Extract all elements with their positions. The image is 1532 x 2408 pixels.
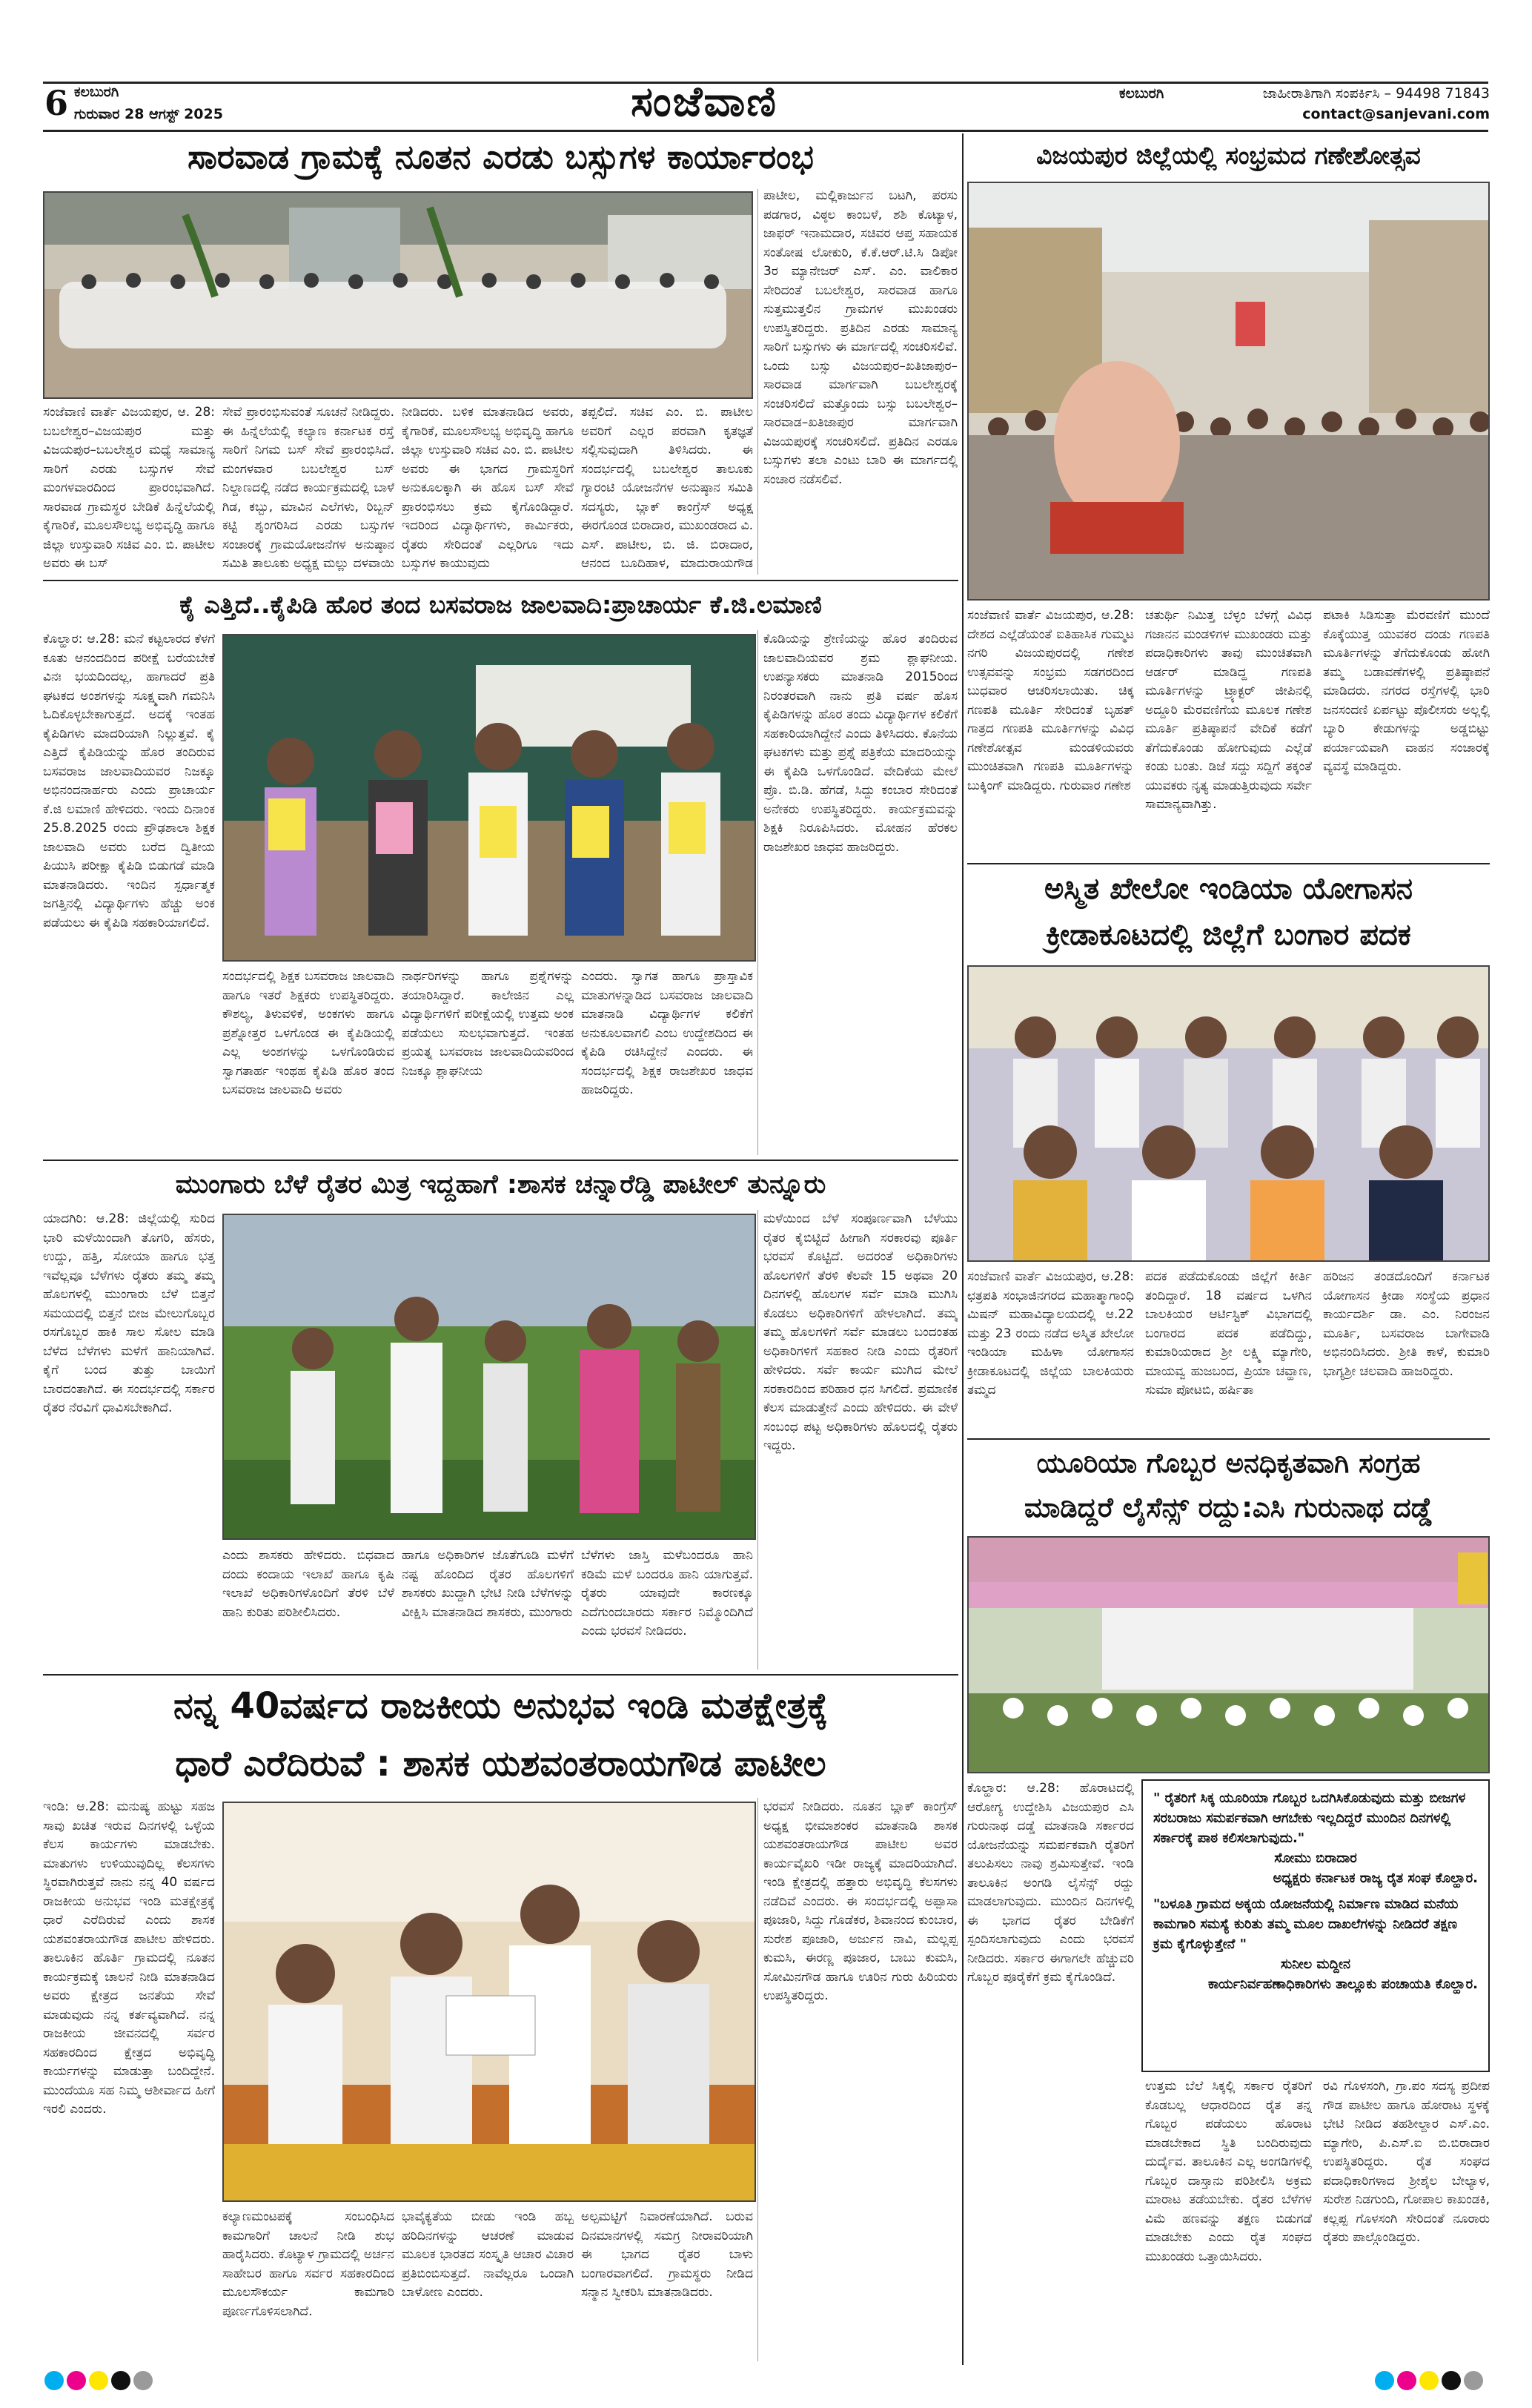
s7-photo [967,1536,1490,1773]
s7-quote-1-name: ಸೋಮು ಬಿರಾದಾರ [1274,1850,1357,1866]
s1-col-2: ಸೇವೆ ಪ್ರಾರಂಭಿಸುವಂತೆ ಸೂಚನೆ ನೀಡಿದ್ದರು. ಈ ಹಿನ್ನೆಲೆಯಲ್ಲಿ ಕಲ್ಯಾಣ ಕರ್ನಾಟಕ ರಸ್ತೆ ಸಾರಿಗೆ ನಿಗಮ ಬಸ್ ಸೇವೆ ಪ್ರಾರಂಭಿಸಿದೆ. ಮಂಗಳವಾರ ಬಬಲೇಶ್ವರ ಬಸ್ ನಿಲ್ದಾಣದಲ್ಲಿ ನಡೆದ ಕಾರ್ಯಕ್ರಮದಲ್ಲಿ ಬಾಳೆ ಗಿಡ, ಕಬ್ಬು, ಮಾವಿನ ಎಲೆಗಳು, ರಿಬ್ಬನ್ ಕಟ್ಟಿ ಶೃಂಗರಿಸಿದ ಎರಡು ಬಸ್ಸುಗಳ ಸಂಚಾರಕ್ಕೆ ಗ್ರಾಮಯೋಜನೆಗಳ ಅನುಷ್ಠಾನ ಸಮಿತಿ ತಾಲೂಕು ಅಧ್ಯಕ್ಷ ಮಲ್ಲು ದಳವಾಯಿ [222,405,394,571]
page-center-divider [962,133,964,2365]
s4-photo [222,1802,756,2202]
s7-headline-line-2: ಮಾಡಿದ್ದರೆ ಲೈಸೆನ್ಸ್ ರದ್ದು:ಎಸಿ ಗುರುನಾಥ ದಡ್ಡೆ [1024,1492,1433,1524]
s5-col-1: ಸಂಜೆವಾಣಿ ವಾರ್ತೆ ವಿಜಯಪುರ, ಆ.28: ದೇಶದ ಎಲ್ಲೆಡೆಯಂತೆ ಐತಿಹಾಸಿಕ ಗುಮ್ಮಟ ನಗರಿ ವಿಜಯಪುರದಲ್ಲಿ ಗಣೇಶ ಉತ್ಸವವನ್ನು ಸಂಭ್ರಮ ಸಡಗರದಿಂದ ಬುಧವಾರ ಆಚರಿಸಲಾಯಿತು. ಚಿಕ್ಕ ಗಣಪತಿ ಮೂರ್ತಿ ಸೇರಿದಂತೆ ಬೃಹತ್ ಗಾತ್ರದ ಗಣಪತಿ ಮೂರ್ತಿಗಳನ್ನು ವಿವಿಧ ಗಣೇಶೋತ್ಸವ ಮಂಡಳಿಯವರು ಮುಂಚಿತವಾಗಿ ಗಣಪತಿ ಮೂರ್ತಿಗಳನ್ನು ಬುಕ್ಕಿಂಗ್ ಮಾಡಿದ್ದರು. ಗುರುವಾರ ಗಣೇಶ [967,608,1134,793]
ad-contact: ಜಾಹೀರಾತಿಗಾಗಿ ಸಂಪರ್ಕಿಸಿ – 94498 71843 [1262,85,1490,102]
s2-col-mid-1: ಸಂದರ್ಭದಲ್ಲಿ ಶಿಕ್ಷಕ ಬಸವರಾಜ ಜಾಲವಾದಿ ಹಾಗೂ ಇತರೆ ಶಿಕ್ಷಕರು ಉಪಸ್ಥಿತರಿದ್ದರು. ಕೌಶಲ್ಯ, ತಿಳುವಳಿಕೆ, ಅಂಕಗಳು ಹಾಗೂ ಪ್ರಶ್ನೋತ್ತರ ಒಳಗೊಂಡ ಈ ಕೈಪಿಡಿಯಲ್ಲಿ ಎಲ್ಲ ಅಂಶಗಳನ್ನು ಒಳಗೊಂಡಿರುವ ಸ್ವಾಗತಾರ್ಹ ಇಂಥಹ ಕೈಪಿಡಿ ಹೊರ ತಂದ ಬಸವರಾಜ ಜಾಲವಾದಿ ಅವರು [222,969,394,1097]
s3-col-left: ಯಾದಗಿರಿ: ಆ.28: ಜಿಲ್ಲೆಯಲ್ಲಿ ಸುರಿದ ಭಾರಿ ಮಳೆಯಿಂದಾಗಿ ತೊಗರಿ, ಹೆಸರು, ಉದ್ದು, ಹತ್ತಿ, ಸೋಯಾ ಹಾಗೂ ಭತ್ತ ಇವೆಲ್ಲವೂ ಬೆಳೆಗಳು ರೈತರು ತಮ್ಮ ತಮ್ಮ ಹೊಲಗಳಲ್ಲಿ ಮುಂಗಾರು ಬೆಳೆ ಬಿತ್ತನೆ ಸಮಯದಲ್ಲಿ ಬಿತ್ತನೆ ಬೀಜ ಮೇಲುಗೊಬ್ಬರ ರಸಗೊಬ್ಬರ ಹಾಕಿ ಸಾಲ ಸೋಲ ಮಾಡಿ ಬೆಳೆದ ಬೆಳೆಗಳು ಮಳೆಗೆ ಹಾನಿಯಾಗಿವೆ. ಕೈಗೆ ಬಂದ ತುತ್ತು ಬಾಯಿಗೆ ಬಾರದಂತಾಗಿದೆ. ಈ ಸಂದರ್ಭದಲ್ಲಿ ಸರ್ಕಾರ ರೈತರ ನೆರವಿಗೆ ಧಾವಿಸಬೇಕಾಗಿದೆ. [43,1211,215,1415]
s3-photo [222,1214,756,1540]
s4-col-mid-2: ಭಾವೈಕ್ಯತೆಯ ಬೀಡು ಇಂಡಿ ಹಬ್ಬ ಹರಿದಿನಗಳನ್ನು ಆಚರಣೆ ಮಾಡುವ ಮೂಲಕ ಭಾರತದ ಸಂಸ್ಕೃತಿ ಆಚಾರ ವಿಚಾರ ಪ್ರತಿಬಿಂಬಿಸುತ್ತದೆ. ನಾವೆಲ್ಲರೂ ಒಂದಾಗಿ ಬಾಳೋಣ ಎಂದರು. [402,2209,574,2300]
s4-col-left: ಇಂಡಿ: ಆ.28: ಮನುಷ್ಯ ಹುಟ್ಟು ಸಹಜ ಸಾವು ಖಚಿತ ಇರುವ ದಿನಗಳಲ್ಲಿ ಒಳ್ಳೆಯ ಕೆಲಸ ಕಾರ್ಯಗಳು ಮಾಡಬೇಕು. ಮಾತುಗಳು ಉಳಿಯುವುದಿಲ್ಲ ಕೆಲಸಗಳು ಸ್ಥಿರವಾಗಿರುತ್ತವೆ ನಾನು ನನ್ನ 40 ವರ್ಷದ ರಾಜಕೀಯ ಅನುಭವ ಇಂಡಿ ಮತಕ್ಷೇತ್ರಕ್ಕೆ ಧಾರೆ ಎರೆದಿರುವೆ ಎಂದು ಶಾಸಕ ಯಶವಂತರಾಯಗೌಡ ಪಾಟೀಲ ಹೇಳಿದರು. ತಾಲೂಕಿನ ಹೊರ್ತಿ ಗ್ರಾಮದಲ್ಲಿ ನೂತನ ಕಾರ್ಯಕ್ರಮಕ್ಕೆ ಚಾಲನೆ ನೀಡಿ ಮಾತನಾಡಿದ ಅವರು ಕ್ಷೇತ್ರದ ಜನತೆಯ ಸೇವೆ ಮಾಡುವುದು ನನ್ನ ಕರ್ತವ್ಯವಾಗಿದೆ. ನನ್ನ ರಾಜಕೀಯ ಜೀವನದಲ್ಲಿ ಸರ್ವರ ಸಹಕಾರದಿಂದ ಕ್ಷೇತ್ರದ ಅಭಿವೃದ್ಧಿ ಕಾರ್ಯಗಳನ್ನು ಮಾಡುತ್ತಾ ಬಂದಿದ್ದೇನೆ. ಮುಂದೆಯೂ ಸಹ ನಿಮ್ಮ ಆಶೀರ್ವಾದ ಹೀಗೆ ಇರಲಿ ಎಂದರು. [43,1799,215,2117]
s6-col-2: ಪದಕ ಪಡೆದುಕೊಂಡು ಜಿಲ್ಲೆಗೆ ಕೀರ್ತಿ ತಂದಿದ್ದಾರೆ. 18 ವರ್ಷದ ಒಳಗಿನ ಬಾಲಕಿಯರ ಆರ್ಟಿಸ್ಟಿಕ್ ವಿಭಾಗದಲ್ಲಿ ಬಂಗಾರದ ಪದಕ ಪಡೆದಿದ್ದು, ಕುಮಾರಿಯರಾದ ಶ್ರೀ ಲಕ್ಷ್ಮಿ ಮ್ಯಾಗೇರಿ, ಮಾಯವ್ವ ಹುಜಬಂದ, ಪ್ರಿಯಾ ಚವ್ಹಾಣ, ಸುಮಾ ಪೋಟಬಿ, ಹರ್ಷಿತಾ [1145,1269,1312,1398]
s4-headline-line-1: ನನ್ನ 40ವರ್ಷದ ರಾಜಕೀಯ ಅನುಭವ ಇಂಡಿ ಮತಕ್ಷೇತ್ರಕ್ಕೆ [173,1685,829,1727]
s2-col-left: ಕೊಲ್ಹಾರ: ಆ.28: ಮನೆ ಕಟ್ಟಲಾರದ ಕೆಳಗೆ ಕೂತು ಆನಂದದಿಂದ ಪರೀಕ್ಷೆ ಬರೆಯಬೇಕೆ ವಿನಃ ಭಯದಿಂದಲ್ಲ, ಹಾಗಾದರೆ ಪ್ರತಿ ಘಟಕದ ಅಂಶಗಳನ್ನು ಸೂಕ್ಷ್ಮವಾಗಿ ಗಮನಿಸಿ ಓದಿಕೊಳ್ಳಬೇಕಾಗುತ್ತದೆ. ಅದಕ್ಕೆ ಇಂತಹ ಕೈಪಿಡಿಗಳು ಮಾದರಿಯಾಗಿ ನಿಲ್ಲುತ್ತವೆ. ಕೈ ಎತ್ತಿದೆ ಕೈಪಿಡಿಯನ್ನು ಹೊರ ತಂದಿರುವ ಬಸವರಾಜ ಜಾಲವಾದಿಯವರ ನಿಜಕ್ಕೂ ಅಭಿನಂದನಾರ್ಹರು ಎಂದು ಪ್ರಾಚಾರ್ಯ ಕೆ.ಜಿ ಲಮಾಣಿ ಹೇಳಿದರು. ಇಂದು ದಿನಾಂಕ 25.8.2025 ರಂದು ಪ್ರೌಢಶಾಲಾ ಶಿಕ್ಷಕ ಜಾಲವಾದಿ ಅವರು ಬರೆದ ದ್ವಿತೀಯ ಪಿಯುಸಿ ಪರೀಕ್ಷಾ ಕೈಪಿಡಿ ಬಿಡುಗಡೆ ಮಾಡಿ ಮಾತನಾಡಿದರು. ಇಂದಿನ ಸ್ಪರ್ಧಾತ್ಮಕ ಜಗತ್ತಿನಲ್ಲಿ ವಿದ್ಯಾರ್ಥಿಗಳು ಹೆಚ್ಚು ಅಂಕ ಪಡೆಯಲು ಈ ಕೈಪಿಡಿ ಸಹಕಾರಿಯಾಗಲಿದೆ. [43,632,215,930]
s1-col-divider [757,189,758,575]
registration-marks-right [1375,2371,1486,2393]
s4-col-right: ಭರವಸೆ ನೀಡಿದರು. ನೂತನ ಬ್ಲಾಕ್ ಕಾಂಗ್ರೆಸ್ ಅಧ್ಯಕ್ಷ ಭೀಮಾಶಂಕರ ಮಾತನಾಡಿ ಶಾಸಕ ಯಶವಂತರಾಯಗೌಡ ಪಾಟೀಲ ಅವರ ಕಾರ್ಯವೈಖರಿ ಇಡೀ ರಾಜ್ಯಕ್ಕೆ ಮಾದರಿಯಾಗಿದೆ. ಇಂಡಿ ಕ್ಷೇತ್ರದಲ್ಲಿ ಹತ್ತಾರು ಅಭಿವೃದ್ಧಿ ಕೆಲಸಗಳು ನಡೆದಿವೆ ಎಂದರು. ಈ ಸಂದರ್ಭದಲ್ಲಿ ಅಪ್ಪಾಸಾ ಪೂಜಾರಿ, ಸಿದ್ದು ಗೊಡೆಕರ, ಶಿವಾನಂದ ಕುಂಬಾರ, ಸುರೇಶ ಪೂಜಾರಿ, ಅರ್ಜುನ ನಾವಿ, ಮಲ್ಲಪ್ಪ ಕುಮಸಿ, ಈರಣ್ಣ ಪೂಜಾರ, ಬಾಬು ಕುಮಸಿ, ಸೋಮಿನಗೌಡ ಹಾಗೂ ಊರಿನ ಗುರು ಹಿರಿಯರು ಉಪಸ್ಥಿತರಿದ್ದರು. [763,1799,958,2003]
page-number: 6 [44,83,69,123]
s1-photo-bus-inauguration [44,193,753,399]
s3-col-right: ಮಳೆಯಿಂದ ಬೆಳೆ ಸಂಪೂರ್ಣವಾಗಿ ಬೆಳೆಯು ರೈತರ ಕೈಬಿಟ್ಟಿದೆ ಹೀಗಾಗಿ ಸರಕಾರವು ಪೂರ್ತಿ ಭರವಸೆ ಕೊಟ್ಟಿದೆ. ಅದರಂತೆ ಅಧಿಕಾರಿಗಳು ಹೊಲಗಳಿಗೆ ತೆರಳಿ ಕೆಲವೇ 15 ಅಥವಾ 20 ದಿನಗಳಲ್ಲಿ ಹೊಲಗಳ ಸರ್ವೆ ಮಾಡಿ ಮುಗಿಸಿ ಕೊಡಲು ಅಧಿಕಾರಿಗಳಿಗೆ ಹೇಳಲಾಗಿದೆ. ತಮ್ಮ ತಮ್ಮ ಹೊಲಗಳಿಗೆ ಸರ್ವೆ ಮಾಡಲು ಬಂದಂತಹ ಅಧಿಕಾರಿಗಳಿಗೆ ಸಹಕಾರ ನೀಡಿ ಎಂದು ರೈತರಿಗೆ ಹೇಳಿದರು. ಸರ್ವೆ ಕಾರ್ಯ ಮುಗಿದ ಮೇಲೆ ಸರಕಾರದಿಂದ ಪರಿಹಾರ ಧನ ಸಿಗಲಿದೆ. ಪ್ರಮಾಣಿಕ ಕೆಲಸ ಮಾಡುತ್ತೇನೆ ಎಂದು ಹೇಳಿದರು. ಈ ವೇಳೆ ಸಂಬಂಧ ಪಟ್ಟ ಅಧಿಕಾರಿಗಳು ಹೊಲದಲ್ಲಿ ರೈತರು ಇದ್ದರು. [763,1211,958,1453]
s6-col-1: ಸಂಜೆವಾಣಿ ವಾರ್ತೆ ವಿಜಯಪುರ, ಆ.28: ಛತ್ರಪತಿ ಸಂಭಾಜಿನಗರದ ಮಹಾತ್ಮಾಗಾಂಧಿ ಮಿಷನ್ ಮಹಾವಿದ್ಯಾಲಯದಲ್ಲಿ ಆ.22 ಮತ್ತು 23 ರಂದು ನಡೆದ ಅಸ್ಮಿತ ಖೇಲೋ ಇಂಡಿಯಾ ಮಹಿಳಾ ಯೋಗಾಸನ ಕ್ರೀಡಾಕೂಟದಲ್ಲಿ ಜಿಲ್ಲೆಯ ಬಾಲಕಿಯರು ತಮ್ಮದ [967,1269,1134,1398]
s7-quote-1-text: " ರೈತರಿಗೆ ಸಿಕ್ಕ ಯೂರಿಯಾ ಗೊಬ್ಬರ ಒದಗಿಸಿಕೊಡುವುದು ಮತ್ತು ಬೀಜಗಳ ಸರಬರಾಜು ಸಮರ್ಪಕವಾಗಿ ಆಗಬೇಕು ಇಲ್ಲದಿದ್ದರೆ ಮುಂದಿನ ದಿನಗಳಲ್ಲಿ ಸರ್ಕಾರಕ್ಕೆ ಪಾಠ ಕಲಿಸಲಾಗುವುದು." [1153,1790,1466,1846]
s1-photo [43,191,753,399]
s6-col-3: ಹರಿಜನ ತಂಡದೊಂದಿಗೆ ಕರ್ನಾಟಕ ಯೋಗಾಸನ ಕ್ರೀಡಾ ಸಂಸ್ಥೆಯ ಪ್ರಧಾನ ಕಾರ್ಯದರ್ಶಿ ಡಾ. ಎಂ. ನಿರಂಜನ ಮೂರ್ತಿ, ಬಸವರಾಜ ಬಾಗೇವಾಡಿ ಅಭಿನಂದಿಸಿದರು. ಶ್ರೀತಿ ಕಾಳೆ, ಕುಮಾರಿ ಭಾಗ್ಯಶ್ರೀ ಚಲವಾದಿ ಹಾಜರಿದ್ದರು. [1323,1269,1490,1379]
s5-col-3: ಪಟಾಕಿ ಸಿಡಿಸುತ್ತಾ ಮೆರವಣಿಗೆ ಮುಂದೆ ಕೊಕ್ಕೆಯುತ್ತ ಯುವಕರ ದಂಡು ಗಣಪತಿ ಮೂರ್ತಿಗಳನ್ನು ತೆಗೆದುಕೊಂಡು ಹೋಗಿ ತಮ್ಮ ಬಡಾವಣೆಗಳಲ್ಲಿ ಪ್ರತಿಷ್ಠಾಪನೆ ಮಾಡಿದರು. ನಗರದ ರಸ್ತೆಗಳಲ್ಲಿ ಭಾರಿ ಜನಸಂದಣಿ ಏರ್ಪಟ್ಟು ಪೊಲೀಸರು ಅಲ್ಲಲ್ಲಿ ಬ್ಯಾರಿ ಕೇಡುಗಳನ್ನು ಅಡ್ಡಬಿಟ್ಟು ಪರ್ಯಾಯವಾಗಿ ವಾಹನ ಸಂಚಾರಕ್ಕೆ ವ್ಯವಸ್ಥೆ ಮಾಡಿದ್ದರು. [1323,608,1490,774]
s7-quote-2-title: ಕಾರ್ಯನಿರ್ವಹಣಾಧಿಕಾರಿಗಳು ತಾಲ್ಲೂಕು ಪಂಚಾಯತಿ ಕೊಲ್ಹಾರ. [1207,1977,1478,1992]
s7-photo-farmers-protest [969,1538,1490,1773]
s7-col-left: ಕೊಲ್ಹಾರ: ಆ.28: ಹೊರಾಟದಲ್ಲಿ ಆರೋಗ್ಯ ಉದ್ದೇಶಿಸಿ ವಿಜಯಪುರ ಎಸಿ ಗುರುನಾಥ ದಡ್ಡೆ ಮಾತನಾಡಿ ಸರ್ಕಾರದ ಯೋಜನೆಯನ್ನು ಸಮರ್ಪಕವಾಗಿ ರೈತರಿಗೆ ತಲುಪಿಸಲು ನಾವು ಶ್ರಮಿಸುತ್ತೇವೆ. ಇಂಡಿ ತಾಲೂಕಿನ ಅಂಗಡಿ ಲೈಸೆನ್ಸ್ ರದ್ದು ಮಾಡಲಾಗುವುದು. ಮುಂದಿನ ದಿನಗಳಲ್ಲಿ ಈ ಭಾಗದ ರೈತರ ಬೇಡಿಕೆಗೆ ಸ್ಪಂದಿಸಲಾಗುವುದು ಎಂದು ಭರವಸೆ ನೀಡಿದರು. ಸರ್ಕಾರ ಈಗಾಗಲೇ ಹೆಚ್ಚುವರಿ ಗೊಬ್ಬರ ಪೂರೈಕೆಗೆ ಕ್ರಮ ಕೈಗೊಂಡಿದೆ. [967,1781,1134,1985]
s4-col-mid-3: ಅಲ್ಪಮಟ್ಟಿಗೆ ನಿವಾರಣೆಯಾಗಿದೆ. ಬರುವ ದಿನಮಾನಗಳಲ್ಲಿ ಸಮಗ್ರ ನೀರಾವರಿಯಾಗಿ ಈ ಭಾಗದ ರೈತರ ಬಾಳು ಬಂಗಾರವಾಗಲಿದೆ. ಗ್ರಾಮಸ್ಥರು ನೀಡಿದ ಸನ್ಮಾನ ಸ್ವೀಕರಿಸಿ ಮಾತನಾಡಿದರು. [581,2209,753,2300]
registration-marks-left [44,2371,156,2393]
s1-bottom-rule [43,580,958,581]
header-city-left: ಕಲಬುರಗಿ [74,84,119,100]
email-link[interactable]: contact@sanjevani.com [1302,106,1490,122]
s7-quote-2-text: "ಬಳೂತಿ ಗ್ರಾಮದ ಅಕ್ಕಯ ಯೋಜನೆಯಲ್ಲಿ ನಿರ್ಮಾಣ ಮಾಡಿದ ಮನೆಯ ಕಾಮಗಾರಿ ಸಮಸ್ಯೆ ಕುರಿತು ತಮ್ಮ ಮೂಲ ದಾಖಲೆಗಳನ್ನು ನೀಡಿದರೆ ತಕ್ಷಣ ಕ್ರಮ ಕೈಗೊಳ್ಳುತ್ತೇನೆ " [1153,1896,1459,1952]
s4-col-divider [757,1798,758,2361]
s1-col-5: ಪಾಟೀಲ, ಮಲ್ಲಿಕಾರ್ಜುನ ಬಟಗಿ, ಪರಸು ಪಡಗಾರ, ವಿಠ್ಠಲ ಕಾಂಬಳೆ, ಶಶಿ ಕೊಟ್ಯಾಳ, ಜಾಫರ್ ಇನಾಮದಾರ, ಸಚಿವರ ಆಪ್ತ ಸಹಾಯಕ ಸಂತೋಷ ಲೋಕುರಿ, ಕೆ.ಕೆ.ಆರ್.ಟಿ.ಸಿ ಡಿಪೋ 3ರ ಮ್ಯಾನೇಜರ್ ಎಸ್. ಎಂ. ವಾಲಿಕಾರ ಸೇರಿದಂತೆ ಬಬಲೇಶ್ವರ, ಸಾರವಾಡ ಹಾಗೂ ಸುತ್ತಮುತ್ತಲಿನ ಗ್ರಾಮಗಳ ಮುಖಂಡರು ಉಪಸ್ಥಿತರಿದ್ದರು. ಪ್ರತಿದಿನ ಎರಡು ಸಾಮಾನ್ಯ ಸಾರಿಗೆ ಬಸ್ಸುಗಳು ಈ ಮಾರ್ಗದಲ್ಲಿ ಸಂಚರಿಸಲಿವೆ. ಒಂದು ಬಸ್ಸು ವಿಜಯಪುರ–ಖತಿಜಾಪುರ–ಸಾರವಾಡ ಮಾರ್ಗವಾಗಿ ಬಬಲೇಶ್ವರಕ್ಕೆ ಸಂಚರಿಸಲಿದೆ ಮತ್ತೊಂದು ಬಸ್ಸು ಬಬಲೇಶ್ವರ–ಸಾರವಾಡ–ಖತಿಜಾಪುರ ಮಾರ್ಗವಾಗಿ ವಿಜಯಪುರಕ್ಕೆ ಸಂಚರಿಸಲಿದೆ. ಪ್ರತಿದಿನ ಎರಡೂ ಬಸ್ಸುಗಳು ತಲಾ ಎಂಟು ಬಾರಿ ಈ ಮಾರ್ಗದಲ್ಲಿ ಸಂಚಾರ ನಡೆಸಲಿವೆ. [763,188,958,487]
s7-quote-box [1141,1779,1490,2072]
s7-quote-1-title: ಅಧ್ಯಕ್ಷರು ಕರ್ನಾಟಕ ರಾಜ್ಯ ರೈತ ಸಂಘ ಕೊಲ್ಹಾರ. [1273,1870,1478,1886]
s2-col-divider [757,630,758,1155]
s3-col-mid-3: ಬೆಳೆಗಳು ಜಾಸ್ತಿ ಮಳೆಬಂದರೂ ಹಾನಿ ಕಡಿಮೆ ಮಳೆ ಬಂದರೂ ಹಾನಿ ಯಾಗುತ್ತವೆ. ರೈತರು ಯಾವುದೇ ಕಾರಣಕ್ಕೂ ಎದೆಗುಂದಬಾರದು ಸರ್ಕಾರ ನಿಮ್ಮೊಂದಿಗಿದೆ ಎಂದು ಭರವಸೆ ನೀಡಿದರು. [581,1548,753,1638]
s2-col-right: ಕೊಡಿಯನ್ನು ಶ್ರೇಣಿಯನ್ನು ಹೊರ ತಂದಿರುವ ಜಾಲವಾದಿಯವರ ಶ್ರಮ ಶ್ಲಾಘನೀಯ. ಉಪನ್ಯಾಸಕರು ಮಾತನಾಡಿ 2015ರಿಂದ ನಿರಂತರವಾಗಿ ನಾನು ಪ್ರತಿ ವರ್ಷ ಹೊಸ ಕೈಪಿಡಿಗಳನ್ನು ಹೊರ ತಂದು ವಿದ್ಯಾರ್ಥಿಗಳ ಕಲಿಕೆಗೆ ಸಹಕಾರಿಯಾಗಿದ್ದೇನೆ ಎಂದು ತಿಳಿಸಿದರು. ಕೊನೆಯ ಘಟಕಗಳು ಮತ್ತು ಪ್ರಶ್ನೆ ಪತ್ರಿಕೆಯ ಮಾದರಿಯನ್ನು ಈ ಕೈಪಿಡಿ ಒಳಗೊಂಡಿದೆ. ವೇದಿಕೆಯ ಮೇಲೆ ಪ್ರೊ. ಬಿ.ಡಿ. ಹೆಗಡೆ, ಸಿದ್ದು ಕಂಬಾರ ಸೇರಿದಂತೆ ಅನೇಕರು ಉಪಸ್ಥಿತರಿದ್ದರು. ಕಾರ್ಯಕ್ರಮವನ್ನು ಶಿಕ್ಷಕಿ ನಿರೂಪಿಸಿದರು. ಮೋಹನ ಹೆರಕಲ ರಾಜಶೇಖರ ಜಾಧವ ಹಾಜರಿದ್ದರು. [763,632,958,855]
s3-col-mid-2: ಹಾಗೂ ಅಧಿಕಾರಿಗಳ ಜೊತೆಗೂಡಿ ಮಳೆಗೆ ನಷ್ಟ ಹೊಂದಿದ ರೈತರ ಹೊಲಗಳಿಗೆ ಶಾಸಕರು ಖುದ್ದಾಗಿ ಭೇಟಿ ನೀಡಿ ಬೆಳೆಗಳನ್ನು ವೀಕ್ಷಿಸಿ ಮಾತನಾಡಿದ ಶಾಸಕರು, ಮುಂಗಾರು [402,1548,574,1620]
header-city-right: ಕಲಬುರಗಿ [1119,85,1164,102]
s3-col-mid-1: ಎಂದು ಶಾಸಕರು ಹೇಳಿದರು. ಬಿಧವಾದ ದಂದು ಕಂದಾಯ ಇಲಾಖೆ ಹಾಗೂ ಕೃಷಿ ಇಲಾಖೆ ಅಧಿಕಾರಿಗಳೊಂದಿಗೆ ತೆರಳಿ ಬೆಳೆ ಹಾನಿ ಕುರಿತು ಪರಿಶೀಲಿಸಿದರು. [222,1548,394,1620]
s2-col-mid-2: ನಾರ್ಥರಿಗಳನ್ನು ಹಾಗೂ ಪ್ರಶ್ನೆಗಳನ್ನು ತಯಾರಿಸಿದ್ದಾರೆ. ಕಾಲೇಜಿನ ಎಲ್ಲ ವಿದ್ಯಾರ್ಥಿಗಳಿಗೆ ಪರೀಕ್ಷೆಯಲ್ಲಿ ಉತ್ತಮ ಅಂಕ ಪಡೆಯಲು ಸುಲಭವಾಗುತ್ತದೆ. ಇಂತಹ ಪ್ರಯತ್ನ ಬಸವರಾಜ ಜಾಲವಾದಿಯವರಿಂದ ನಿಜಕ್ಕೂ ಶ್ಲಾಘನೀಯ [402,969,574,1079]
s3-photo-crop-inspection [224,1215,756,1540]
masthead-logo: ಸಂಜೆವಾಣಿ [631,77,777,126]
s7-col-bottom-2: ರವಿ ಗೊಳಸಂಗಿ, ಗ್ರಾ.ಪಂ ಸದಸ್ಯ ಪ್ರದೀಪ ಗೌಡ ಪಾಟೀಲ ಹಾಗೂ ಹೋರಾಟ ಸ್ಥಳಕ್ಕೆ ಭೇಟಿ ನೀಡಿದ ತಹಶೀಲ್ದಾರ ಎಸ್.ಎಂ. ಮ್ಯಾಗೇರಿ, ಪಿ.ಎಸ್.ಐ ಬಿ.ಬಿರಾದಾರ ಉಪಸ್ಥಿತರಿದ್ದರು. ರೈತ ಸಂಘದ ಪದಾಧಿಕಾರಿಗಳಾದ ಶ್ರೀಶೈಲ ಬೇಲ್ಯಾಳ, ಸುರೇಶ ನಿಡಗುಂದಿ, ಗೋಪಾಲ ಕಾಖಂಡಕಿ, ಕಲ್ಲಪ್ಪ ಗೊಳಸಂಗಿ ಸೇರಿದಂತೆ ನೂರಾರು ರೈತರು ಪಾಲ್ಗೊಂಡಿದ್ದರು. [1323,2079,1490,2245]
s4-col-mid-1: ಕಲ್ಯಾಣಮಂಟಪಕ್ಕೆ ಸಂಬಂಧಿಸಿದ ಕಾಮಗಾರಿಗೆ ಚಾಲನೆ ನೀಡಿ ಶುಭ ಹಾರೈಸಿದರು. ಕೊಟ್ಯಾಳ ಗ್ರಾಮದಲ್ಲಿ ಅರ್ಚನ ಸಾಹೇಬರ ಹಾಗೂ ಸರ್ವರ ಸಹಕಾರದಿಂದ ಮೂಲಸೌಕರ್ಯ ಕಾಮಗಾರಿ ಪೂರ್ಣಗೊಳಿಸಲಾಗಿದೆ. [222,2209,394,2319]
s5-headline: ವಿಜಯಪುರ ಜಿಲ್ಲೆಯಲ್ಲಿ ಸಂಭ್ರಮದ ಗಣೇಶೋತ್ಸವ [1036,141,1421,170]
s2-bottom-rule [43,1160,958,1161]
s7-col-bottom-1: ಉತ್ತಮ ಬೆಲೆ ಸಿಕ್ಕಲ್ಲಿ ಸರ್ಕಾರ ರೈತರಿಗೆ ಕೊಡಬಲ್ಲ ಆಧಾರದಿಂದ ರೈತ ತನ್ನ ಗೊಬ್ಬರ ಪಡೆಯಲು ಹೊರಾಟ ಮಾಡಬೇಕಾದ ಸ್ಥಿತಿ ಬಂದಿರುವುದು ದುರ್ದೈವ. ತಾಲೂಕಿನ ಎಲ್ಲ ಅಂಗಡಿಗಳಲ್ಲಿ ಗೊಬ್ಬರ ದಾಸ್ತಾನು ಪರಿಶೀಲಿಸಿ ಅಕ್ರಮ ಮಾರಾಟ ತಡೆಯಬೇಕು. ರೈತರ ಬೆಳೆಗಳ ವಿಮೆ ಹಣವನ್ನು ತಕ್ಷಣ ಬಿಡುಗಡೆ ಮಾಡಬೇಕು ಎಂದು ರೈತ ಸಂಘದ ಮುಖಂಡರು ಒತ್ತಾಯಿಸಿದರು. [1145,2079,1312,2264]
s6-headline-line-2: ಕ್ರೀಡಾಕೂಟದಲ್ಲಿ ಜಿಲ್ಲೆಗೆ ಬಂಗಾರ ಪದಕ [1046,918,1411,952]
s6-headline-line-1: ಅಸ್ಮಿತ ಖೇಲೋ ಇಂಡಿಯಾ ಯೋಗಾಸನ [1044,872,1413,906]
s2-photo [222,634,756,962]
s1-col-3: ನೀಡಿದರು. ಬಳಿಕ ಮಾತನಾಡಿದ ಅವರು, ಕೈಗಾರಿಕೆ, ಮೂಲಸೌಲಭ್ಯ ಅಭಿವೃದ್ಧಿ ಹಾಗೂ ಜಿಲ್ಲಾ ಉಸ್ತುವಾರಿ ಸಚಿವ ಎಂ. ಬಿ. ಪಾಟೀಲ ಅವರು ಈ ಭಾಗದ ಗ್ರಾಮಸ್ಥರಿಗೆ ಅನುಕೂಲಕ್ಕಾಗಿ ಈ ಹೊಸ ಬಸ್ ಸೇವೆ ಪ್ರಾರಂಭಿಸಲು ಕ್ರಮ ಕೈಗೊಂಡಿದ್ದಾರೆ. ಇದರಿಂದ ವಿದ್ಯಾರ್ಥಿಗಳು, ಕಾರ್ಮಿಕರು, ರೈತರು ಸೇರಿದಂತೆ ಎಲ್ಲರಿಗೂ ಇದು ಬಸ್ಸುಗಳ ಕಾಯುವುದು [402,405,574,571]
s1-col-4: ತಪ್ಪಲಿದೆ. ಸಚಿವ ಎಂ. ಬಿ. ಪಾಟೀಲ ಅವರಿಗೆ ಎಲ್ಲರ ಪರವಾಗಿ ಕೃತಜ್ಞತೆ ಸಲ್ಲಿಸುವುದಾಗಿ ತಿಳಿಸಿದರು. ಈ ಸಂದರ್ಭದಲ್ಲಿ ಬಬಲೇಶ್ವರ ತಾಲೂಕು ಗ್ಯಾರಂಟಿ ಯೋಜನೆಗಳ ಅನುಷ್ಠಾನ ಸಮಿತಿ ಸದಸ್ಯರು, ಬ್ಲಾಕ್ ಕಾಂಗ್ರೆಸ್ ಅಧ್ಯಕ್ಷ ಈರಗೊಂಡ ಬಿರಾದಾರ, ಮುಖಂಡರಾದ ವಿ. ಎಸ್. ಪಾಟೀಲ, ಬಿ. ಜಿ. ಬಿರಾದಾರ, ಆನಂದ ಬೂದಿಹಾಳ, ಮಾದುರಾಯಗೌಡ [581,405,753,571]
s6-photo-yoga-winners [969,967,1490,1262]
s5-photo [967,182,1490,601]
s3-bottom-rule [43,1674,958,1676]
s2-col-mid-3: ಎಂದರು. ಸ್ವಾಗತ ಹಾಗೂ ಪ್ರಾಸ್ತಾವಿಕ ಮಾತುಗಳನ್ನಾಡಿದ ಬಸವರಾಜ ಜಾಲವಾದಿ ಮಾತನಾಡಿ ವಿದ್ಯಾರ್ಥಿಗಳ ಕಲಿಕೆಗೆ ಅನುಕೂಲವಾಗಲಿ ಎಂಬ ಉದ್ದೇಶದಿಂದ ಈ ಕೈಪಿಡಿ ರಚಿಸಿದ್ದೇನೆ ಎಂದರು. ಈ ಸಂದರ್ಭದಲ್ಲಿ ಶಿಕ್ಷಕ ರಾಜಶೇಖರ ಜಾಧವ ಹಾಜರಿದ್ದರು. [581,969,753,1097]
s4-headline-line-2: ಧಾರೆ ಎರೆದಿರುವೆ : ಶಾಸಕ ಯಶವಂತರಾಯಗೌಡ ಪಾಟೀಲ [175,1743,826,1784]
header-date: ಗುರುವಾರ 28 ಆಗಸ್ಟ್ 2025 [74,106,223,122]
s3-headline: ಮುಂಗಾರು ಬೆಳೆ ರೈತರ ಮಿತ್ರ ಇದ್ದಹಾಗೆ :ಶಾಸಕ ಚನ್ನಾರೆಡ್ಡಿ ಪಾಟೀಲ್ ತುನ್ನೂರು [175,1170,826,1200]
s6-photo [967,965,1490,1262]
s5-bottom-rule [967,863,1490,864]
s7-quote-2-name: ಸುನೀಲ ಮದ್ದೀನ [1281,1956,1350,1972]
s5-col-2: ಚತುರ್ಥಿ ನಿಮಿತ್ತ ಬೆಳ್ಳಂ ಬೆಳಗ್ಗೆ ವಿವಿಧ ಗಜಾನನ ಮಂಡಳಿಗಳ ಮುಖಂಡರು ಮತ್ತು ಪದಾಧಿಕಾರಿಗಳು ತಾವು ಮುಂಚಿತವಾಗಿ ಆರ್ಡರ್ ಮಾಡಿದ್ದ ಗಣಪತಿ ಮೂರ್ತಿಗಳನ್ನು ಟ್ರ್ಯಾಕ್ಟರ್ ಜೀಪಿನಲ್ಲಿ ಅದ್ದೂರಿ ಮೆರವಣಿಗೆಯ ಮೂಲಕ ಗಣೇಶ ಮೂರ್ತಿ ಪ್ರತಿಷ್ಠಾಪನೆ ವೇದಿಕೆ ಕಡೆಗೆ ತೆಗೆದುಕೊಂಡು ಹೋಗುವುದು ಎಲ್ಲೆಡೆ ಕಂಡು ಬಂತು. ಡಿಜೆ ಸದ್ದು ಸದ್ದಿಗೆ ತಕ್ಕಂತೆ ಯುವಕರು ನೃತ್ಯ ಮಾಡುತ್ತಿರುವುದು ಸರ್ವೇ ಸಾಮಾನ್ಯವಾಗಿತ್ತು. [1145,608,1312,812]
s1-headline: ಸಾರವಾಡ ಗ್ರಾಮಕ್ಕೆ ನೂತನ ಎರಡು ಬಸ್ಸುಗಳ ಕಾರ್ಯಾರಂಭ [188,137,814,176]
s2-headline: ಕೈ ಎತ್ತಿದೆ..ಕೈಪಿಡಿ ಹೊರ ತಂದ ಬಸವರಾಜ ಜಾಲವಾದಿ:ಪ್ರಾಚಾರ್ಯ ಕೆ.ಜಿ.ಲಮಾಣಿ [179,590,822,619]
s5-photo-ganesha-procession [969,183,1490,601]
s7-headline-line-1: ಯೂರಿಯಾ ಗೊಬ್ಬರ ಅನಧಿಕೃತವಾಗಿ ಸಂಗ್ರಹ [1036,1447,1421,1479]
s3-col-divider [757,1210,758,1670]
header-rule [43,130,1488,132]
s1-col-1: ಸಂಜೆವಾಣಿ ವಾರ್ತೆ ವಿಜಯಪುರ, ಆ. 28: ಬಬಲೇಶ್ವರ–ವಿಜಯಪುರ ಮತ್ತು ವಿಜಯಪುರ–ಬಬಲೇಶ್ವರ ಮಧ್ಯೆ ಸಾಮಾನ್ಯ ಸಾರಿಗೆ ಎರಡು ಬಸ್ಸುಗಳ ಸೇವೆ ಮಂಗಳವಾರದಿಂದ ಪ್ರಾರಂಭವಾಗಿದೆ. ಸಾರವಾಡ ಗ್ರಾಮಸ್ಥರ ಬೇಡಿಕೆ ಹಿನ್ನೆಲೆಯಲ್ಲಿ ಕೈಗಾರಿಕೆ, ಮೂಲಸೌಲಭ್ಯ ಅಭಿವೃದ್ಧಿ ಹಾಗೂ ಜಿಲ್ಲಾ ಉಸ್ತುವಾರಿ ಸಚಿವ ಎಂ. ಬಿ. ಪಾಟೀಲ ಅವರು ಈ ಬಸ್ [43,405,215,571]
s2-photo-book-release [224,635,756,962]
s6-bottom-rule [967,1438,1490,1440]
s4-photo-felicitation [224,1803,756,2202]
